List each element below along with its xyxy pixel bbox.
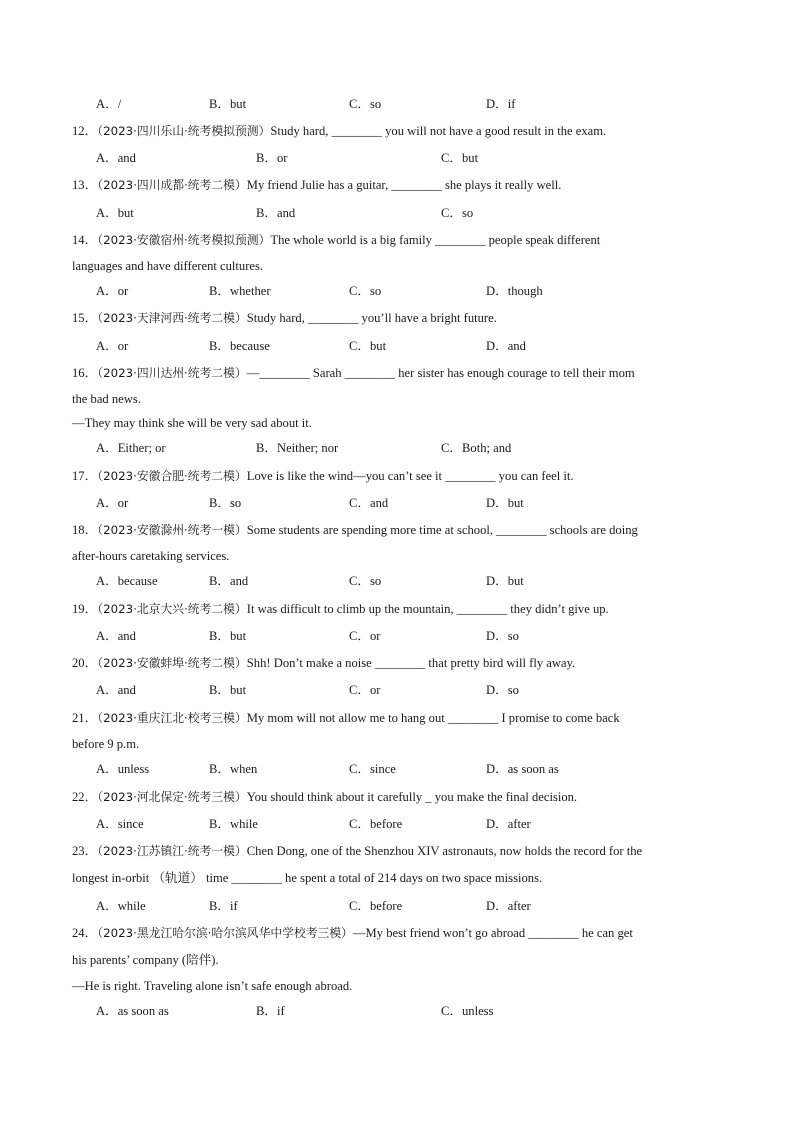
question-source: （2023·安徽蚌埠·统考二模） <box>97 656 247 670</box>
question-number: 17． <box>72 469 98 483</box>
question-source: （2023·江苏镇江·统考一模） <box>97 844 247 858</box>
question-stem <box>72 522 638 538</box>
question-number: 12． <box>72 124 98 138</box>
question-number: 20． <box>72 656 98 670</box>
option-b: B．while <box>209 817 258 831</box>
question-text: Study hard, ________ you will not have a good result in the exam. <box>270 124 607 138</box>
option-a: A．unless <box>96 762 150 776</box>
question-source: （2023·四川乐山·统考模拟预测） <box>97 124 271 138</box>
option-b: B．or <box>256 151 288 165</box>
option-c: C．but <box>349 339 387 353</box>
option-d: D．as soon as <box>486 762 559 776</box>
option-b: B．whether <box>209 284 271 298</box>
question-stem <box>72 232 600 248</box>
question-text: My friend Julie has a guitar, ________ she plays it really well. <box>246 178 562 192</box>
option-a: A．but <box>96 206 134 220</box>
option-b: B．and <box>209 574 249 588</box>
question-text: —My best friend won’t go abroad ________ he can get <box>352 926 633 940</box>
option-b: B．but <box>209 97 247 111</box>
question-number: 14． <box>72 233 98 247</box>
question-text: Study hard, ________ you’ll have a bright future. <box>246 311 497 325</box>
option-c: C．so <box>349 97 382 111</box>
option-c: C．so <box>349 574 382 588</box>
option-b: B．if <box>209 899 238 913</box>
question-number: 24． <box>72 926 98 940</box>
question-number: 23． <box>72 844 98 858</box>
option-a: A．or <box>96 284 129 298</box>
option-b: B．and <box>256 206 296 220</box>
option-c: C．since <box>349 762 396 776</box>
option-d: D．after <box>486 817 531 831</box>
option-c: C．Both; and <box>441 441 512 455</box>
question-stem <box>72 710 620 726</box>
option-b: B．so <box>209 496 242 510</box>
question-text: It was difficult to climb up the mountain, ________ they didn’t give up. <box>246 602 609 616</box>
option-d: D．though <box>486 284 543 298</box>
question-source: （2023·河北保定·统考三模） <box>97 790 247 804</box>
option-a: A．since <box>96 817 144 831</box>
question-stem <box>72 925 633 941</box>
option-b: B．but <box>209 683 247 697</box>
option-b: B．because <box>209 339 270 353</box>
question-number: 22． <box>72 790 98 804</box>
option-d: D．after <box>486 899 531 913</box>
option-c: C．so <box>441 206 474 220</box>
question-source: （2023·四川成都·统考二模） <box>97 178 247 192</box>
question-stem <box>72 468 574 484</box>
option-d: D．and <box>486 339 526 353</box>
question-source: （2023·黑龙江哈尔滨·哈尔滨风华中学校考三模） <box>97 926 353 940</box>
question-source: （2023·安徽滁州·统考一模） <box>97 523 247 537</box>
question-text-continued: his parents’ company (陪伴). <box>72 953 219 967</box>
option-d: D．if <box>486 97 516 111</box>
question-source: （2023·安徽合肥·统考二模） <box>97 469 247 483</box>
question-text: You should think about it carefully _ you make the final decision. <box>246 790 578 804</box>
option-a: A．/ <box>96 97 122 111</box>
question-text: The whole world is a big family ________ people speak different <box>270 233 601 247</box>
option-a: A．Either; or <box>96 441 166 455</box>
question-number: 16． <box>72 366 98 380</box>
option-a: A．as soon as <box>96 1004 169 1018</box>
question-source: （2023·四川达州·统考二模） <box>97 366 247 380</box>
option-c: C．unless <box>441 1004 494 1018</box>
option-a: A．and <box>96 683 136 697</box>
option-b: B．if <box>256 1004 285 1018</box>
question-source: （2023·天津河西·统考二模） <box>97 311 247 325</box>
option-d: D．but <box>486 574 524 588</box>
question-stem <box>72 655 575 671</box>
question-source: （2023·安徽宿州·统考模拟预测） <box>97 233 271 247</box>
option-d: D．but <box>486 496 524 510</box>
option-a: A．or <box>96 339 129 353</box>
question-stem <box>72 843 642 859</box>
option-c: C．or <box>349 629 381 643</box>
question-source: （2023·重庆江北·校考三模） <box>97 711 247 725</box>
option-c: C．so <box>349 284 382 298</box>
question-text-continued: after-hours caretaking services. <box>72 549 230 563</box>
option-a: A．and <box>96 629 136 643</box>
question-text: Shh! Don’t make a noise ________ that pretty bird will fly away. <box>246 656 576 670</box>
question-text-continued: the bad news. <box>72 392 141 406</box>
option-c: C．but <box>441 151 479 165</box>
question-stem <box>72 177 561 193</box>
question-stem <box>72 123 606 139</box>
question-text-continued: languages and have different cultures. <box>72 259 264 273</box>
question-number: 19． <box>72 602 98 616</box>
question-text: Some students are spending more time at school, ________ schools are doing <box>246 523 638 537</box>
option-b: B．but <box>209 629 247 643</box>
option-c: C．and <box>349 496 389 510</box>
question-number: 13． <box>72 178 98 192</box>
question-text: Love is like the wind—you can’t see it ________ you can feel it. <box>246 469 574 483</box>
question-response-line: —They may think she will be very sad about it. <box>72 416 312 430</box>
option-c: C．before <box>349 899 403 913</box>
question-number: 18． <box>72 523 98 537</box>
option-a: A．because <box>96 574 158 588</box>
question-stem <box>72 789 577 805</box>
question-source: （2023·北京大兴·统考二模） <box>97 602 247 616</box>
question-stem <box>72 601 609 617</box>
option-a: A．or <box>96 496 129 510</box>
question-text: —________ Sarah ________ her sister has enough courage to tell their mom <box>246 366 635 380</box>
option-d: D．so <box>486 629 519 643</box>
question-text-continued: before 9 p.m. <box>72 737 140 751</box>
option-b: B．Neither; nor <box>256 441 339 455</box>
question-text: Chen Dong, one of the Shenzhou XIV astronauts, now holds the record for the <box>246 844 643 858</box>
question-text: My mom will not allow me to hang out ________ I promise to come back <box>246 711 620 725</box>
question-number: 15． <box>72 311 98 325</box>
question-number: 21． <box>72 711 98 725</box>
option-a: A．while <box>96 899 146 913</box>
question-stem <box>72 310 497 326</box>
question-text-continued: longest in-orbit （轨道） time ________ he spent a total of 214 days on two space missions. <box>72 871 543 885</box>
option-c: C．before <box>349 817 403 831</box>
option-b: B．when <box>209 762 258 776</box>
question-response-line: —He is right. Traveling alone isn’t safe enough abroad. <box>72 979 353 993</box>
option-d: D．so <box>486 683 519 697</box>
option-a: A．and <box>96 151 136 165</box>
question-stem <box>72 365 635 381</box>
option-c: C．or <box>349 683 381 697</box>
